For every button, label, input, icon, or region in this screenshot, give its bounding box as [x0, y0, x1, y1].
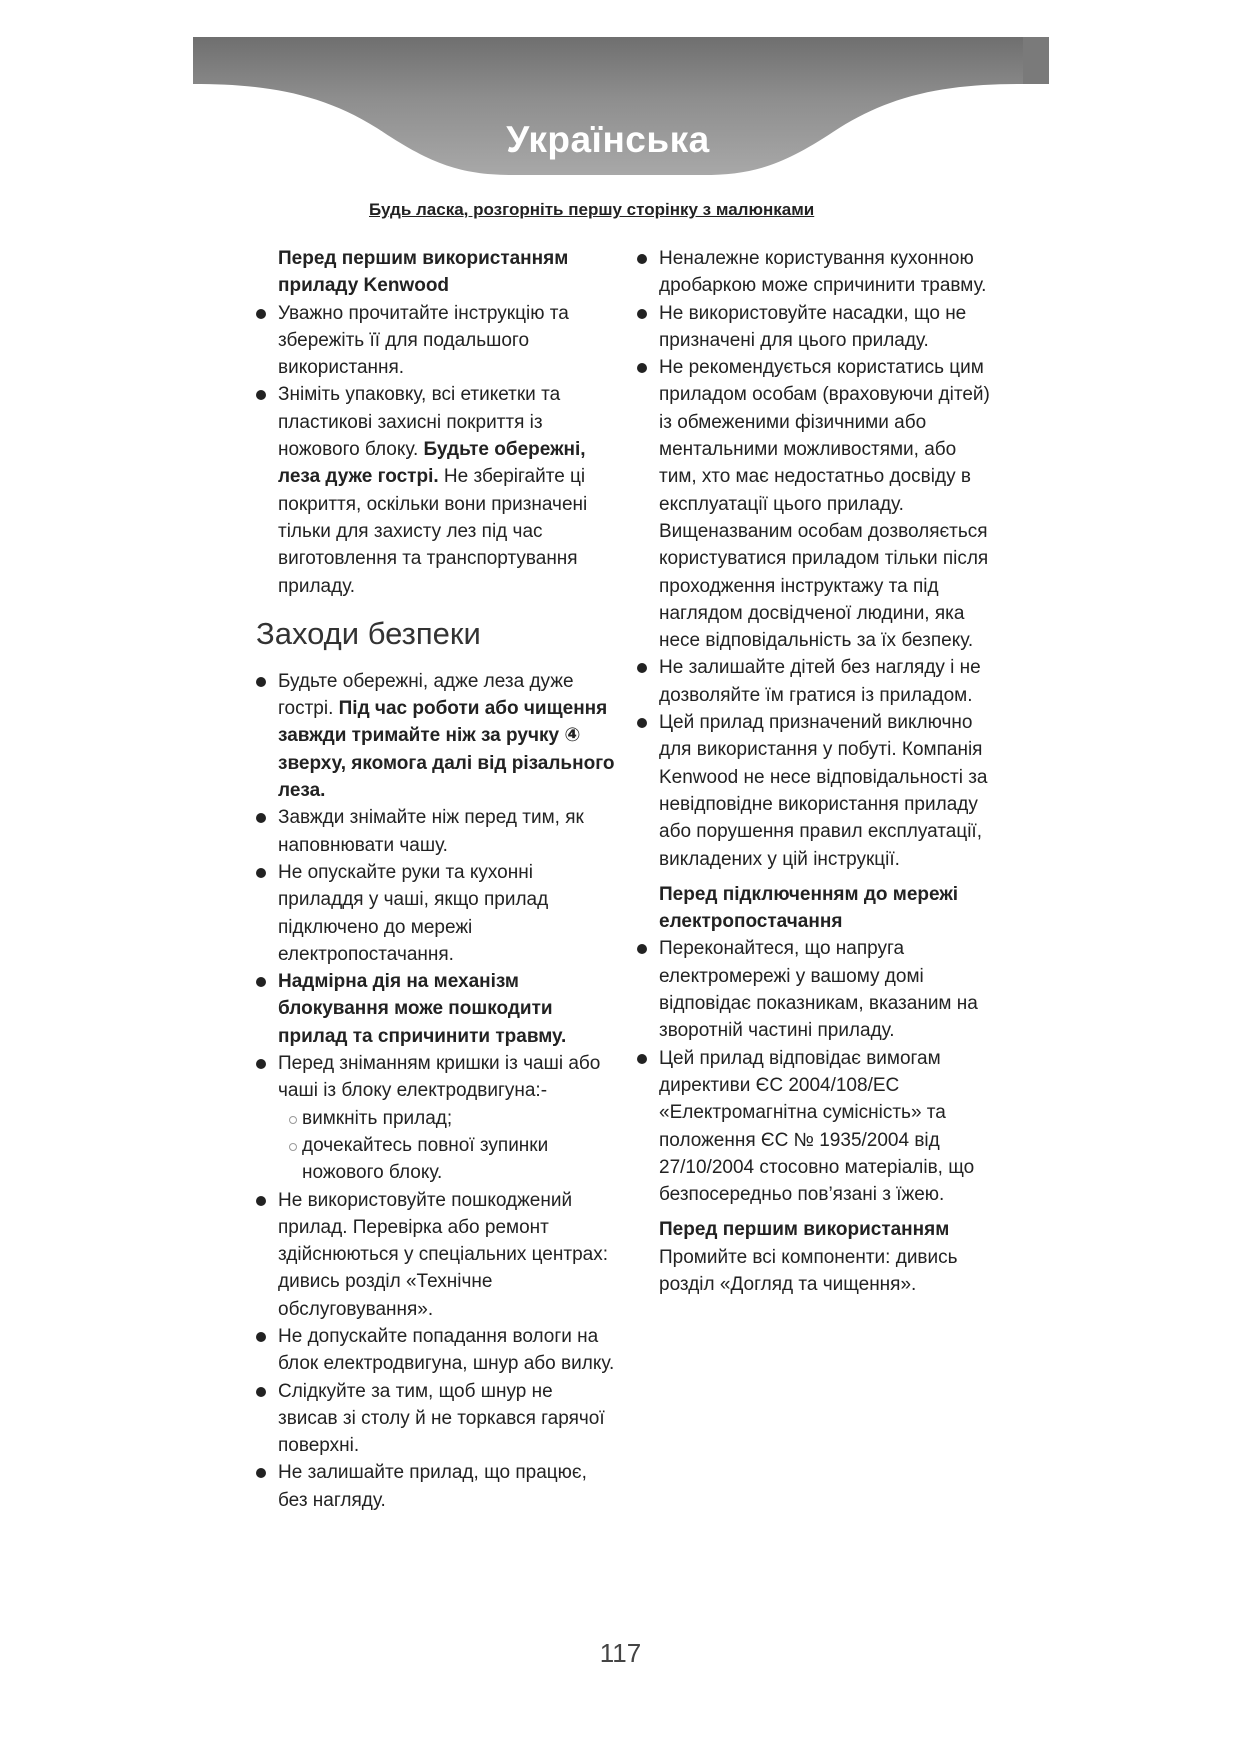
list-item: Не залишайте дітей без нагляду і не дозволяйте їм гратися із приладом. — [637, 654, 997, 709]
text: Будьте обережні, адже леза дуже гострі. — [278, 670, 574, 720]
list-item — [256, 381, 616, 599]
list-item: Перед зніманням кришки із чаші або чаші із блоку електродвигуна:- — [256, 1050, 616, 1105]
left-column — [256, 245, 616, 1514]
page-language-title: Українська — [506, 119, 710, 160]
text: Зніміть упаковку, всі етикетки та пластикові захисні покриття із ножового блоку. — [278, 384, 561, 461]
list-item: Неналежне користування кухонною дробаркою може спричинити травму. — [637, 245, 997, 300]
heading-line-1: Перед першим використанням — [278, 248, 569, 269]
page-number: 117 — [599, 1638, 642, 1668]
list-item: Не використовуйте пошкоджений прилад. Перевірка або ремонт здійснюються у спеціальних центрах: дивись розділ «Технічне обслуговування». — [256, 1187, 616, 1323]
list-item: Не рекомендується користатись цим приладом особам (враховуючи дітей) із обмеженими фізичними або ментальними можливостями, або тим, хто має недостатньо досвіду в експлуатації цього приладу. Вищеназваним особам дозволяється користуватися приладом тільки після проходження інструктажу та під наглядом досвідченої людини, яка несе відповідальність за їх безпеку. — [637, 354, 997, 654]
language-header — [193, 37, 1049, 207]
safety-list — [256, 668, 616, 1514]
unfold-instruction: Будь ласка, розгорніть першу сторінку з малюнками — [369, 200, 815, 219]
list-item — [256, 668, 616, 804]
first-use-heading: Перед першим використанням — [659, 1219, 950, 1241]
list-item: Слідкуйте за тим, щоб шнур не звисав зі столу й не торкався гарячої поверхні. — [256, 1378, 616, 1460]
list-item: Цей прилад відповідає вимогам директиви ЄС 2004/108/ЕС «Електромагнітна сумісність» та положення ЄС № 1935/2004 від 27/10/2004 стосовно матеріалів, що безпосередньо пов’язані з їжею. — [637, 1045, 997, 1209]
intro-list — [256, 300, 616, 600]
before-plugging-in-heading: Перед підключенням до мережі електропостачання — [659, 883, 959, 933]
list-item: Не залишайте прилад, що працює, без нагляду. — [256, 1459, 616, 1514]
power-list — [637, 935, 997, 1208]
list-item: Уважно прочитайте інструкцію та збережіть її для подальшого використання. — [256, 300, 616, 382]
safety-list-continued — [637, 245, 997, 873]
list-item: Не допускайте попадання вологи на блок електродвигуна, шнур або вилку. — [256, 1323, 616, 1378]
safety-section-title: Заходи безпеки — [256, 615, 481, 651]
text: Не зберігайте ці покриття, оскільки вони призначені тільки для захисту лез під час виготовлення та транспортування приладу. — [278, 466, 588, 597]
list-item: Не використовуйте насадки, що не призначені для цього приладу. — [637, 300, 997, 355]
warning-text: Під час роботи або чищення завжди тримайте ніж за ручку ④ зверху, якомога далі від різального леза. — [278, 698, 615, 802]
heading-line-2: приладу Kenwood — [278, 275, 450, 297]
list-item: Переконайтеся, що напруга електромережі у вашому домі відповідає показникам, вказаним на зворотній частині приладу. — [637, 935, 997, 1044]
first-use-text: Промийте всі компоненти: дивись розділ «Догляд та чищення». — [659, 1246, 958, 1295]
list-item: Надмірна дія на механізм блокування може пошкодити прилад та спричинити травму. — [256, 968, 616, 1050]
list-item: Цей прилад призначений виключно для використання у побуті. Компанія Kenwood не несе відповідальності за невідповідне використання приладу або порушення правил експлуатації, викладених у цій інструкції. — [637, 709, 997, 873]
before-first-use-heading — [256, 245, 616, 300]
list-item: Завжди знімайте ніж перед тим, як наповнювати чашу. — [256, 804, 616, 859]
sub-list-item: дочекайтесь повної зупинки ножового блоку. — [256, 1132, 616, 1187]
list-item: Не опускайте руки та кухонні приладдя у чаші, якщо прилад підключено до мережі електропостачання. — [256, 859, 616, 968]
right-column — [637, 245, 997, 1298]
warning-text: Будьте обережні, леза дуже гострі. — [278, 439, 586, 488]
sub-list-item: вимкніть прилад; — [256, 1105, 616, 1132]
